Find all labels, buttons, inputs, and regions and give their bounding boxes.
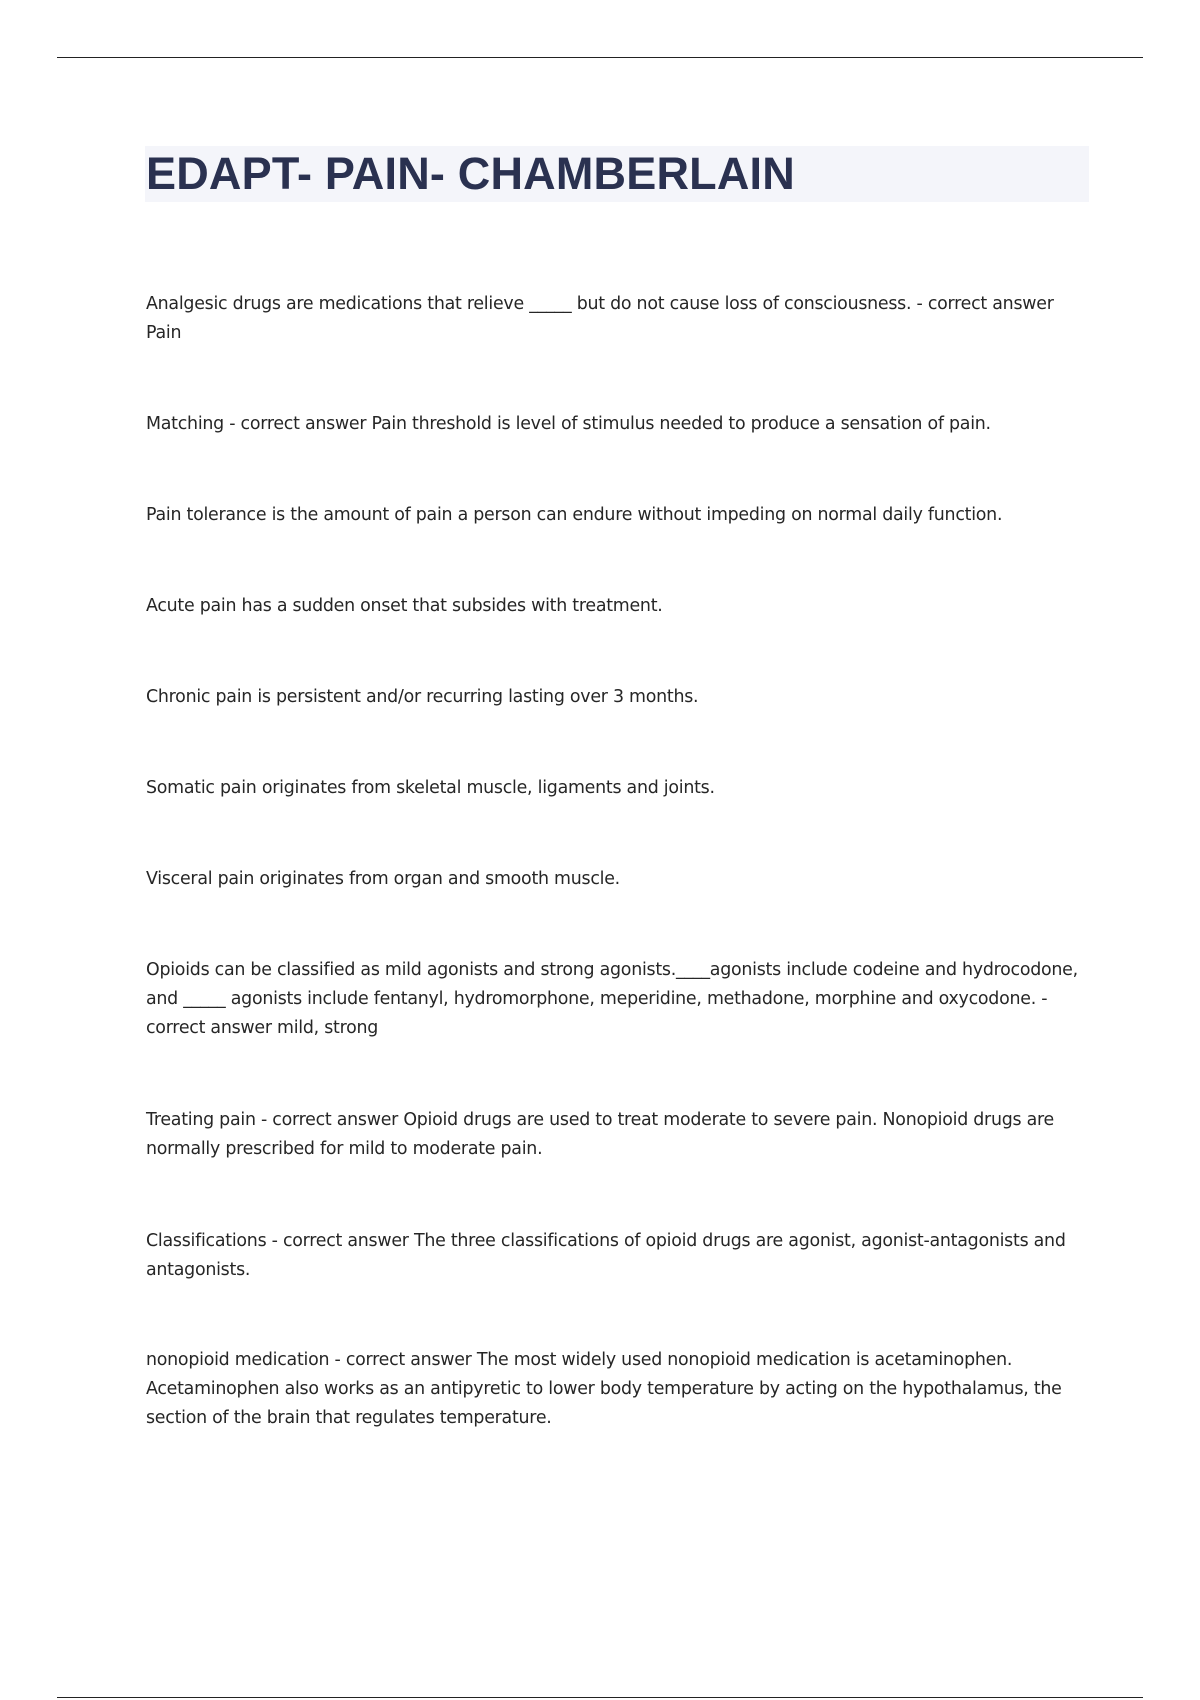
qa-paragraph-pain-tolerance: Pain tolerance is the amount of pain a person can endure without impeding on normal daily function.	[146, 505, 1003, 525]
bottom-rule	[57, 1697, 1143, 1698]
qa-paragraph-treating-pain: Treating pain - correct answer Opioid drugs are used to treat moderate to severe pain. Nonopioid drugs are normally prescribed for mild to moderate pain.	[146, 1110, 1054, 1159]
qa-paragraph-acute-pain: Acute pain has a sudden onset that subsides with treatment.	[146, 596, 663, 616]
qa-paragraph-visceral-pain: Visceral pain originates from organ and smooth muscle.	[146, 869, 620, 889]
document-title: EDAPT- PAIN- CHAMBERLAIN	[146, 148, 795, 199]
qa-paragraph-analgesic: Analgesic drugs are medications that relieve _____ but do not cause loss of consciousness. - correct answer Pain	[146, 294, 1054, 343]
qa-paragraph-classifications: Classifications - correct answer The three classifications of opioid drugs are agonist, agonist-antagonists and antagonists.	[146, 1231, 1066, 1280]
qa-paragraph-somatic-pain: Somatic pain originates from skeletal muscle, ligaments and joints.	[146, 778, 715, 798]
qa-paragraph-nonopioid: nonopioid medication - correct answer The most widely used nonopioid medication is acetaminophen. Acetaminophen also works as an antipyretic to lower body temperature by acting on the hypothalamus, the section of the brain that regulates temperature.	[146, 1350, 1062, 1428]
qa-paragraph-matching: Matching - correct answer Pain threshold is level of stimulus needed to produce a sensation of pain.	[146, 414, 991, 434]
qa-paragraph-opioid-agonists: Opioids can be classified as mild agonists and strong agonists.____agonists include codeine and hydrocodone, and _____ agonists include fentanyl, hydromorphone, meperidine, methadone, morphine and oxycodone. - correct answer mild, strong	[146, 960, 1078, 1038]
qa-paragraph-chronic-pain: Chronic pain is persistent and/or recurring lasting over 3 months.	[146, 687, 699, 707]
top-rule	[57, 57, 1143, 58]
